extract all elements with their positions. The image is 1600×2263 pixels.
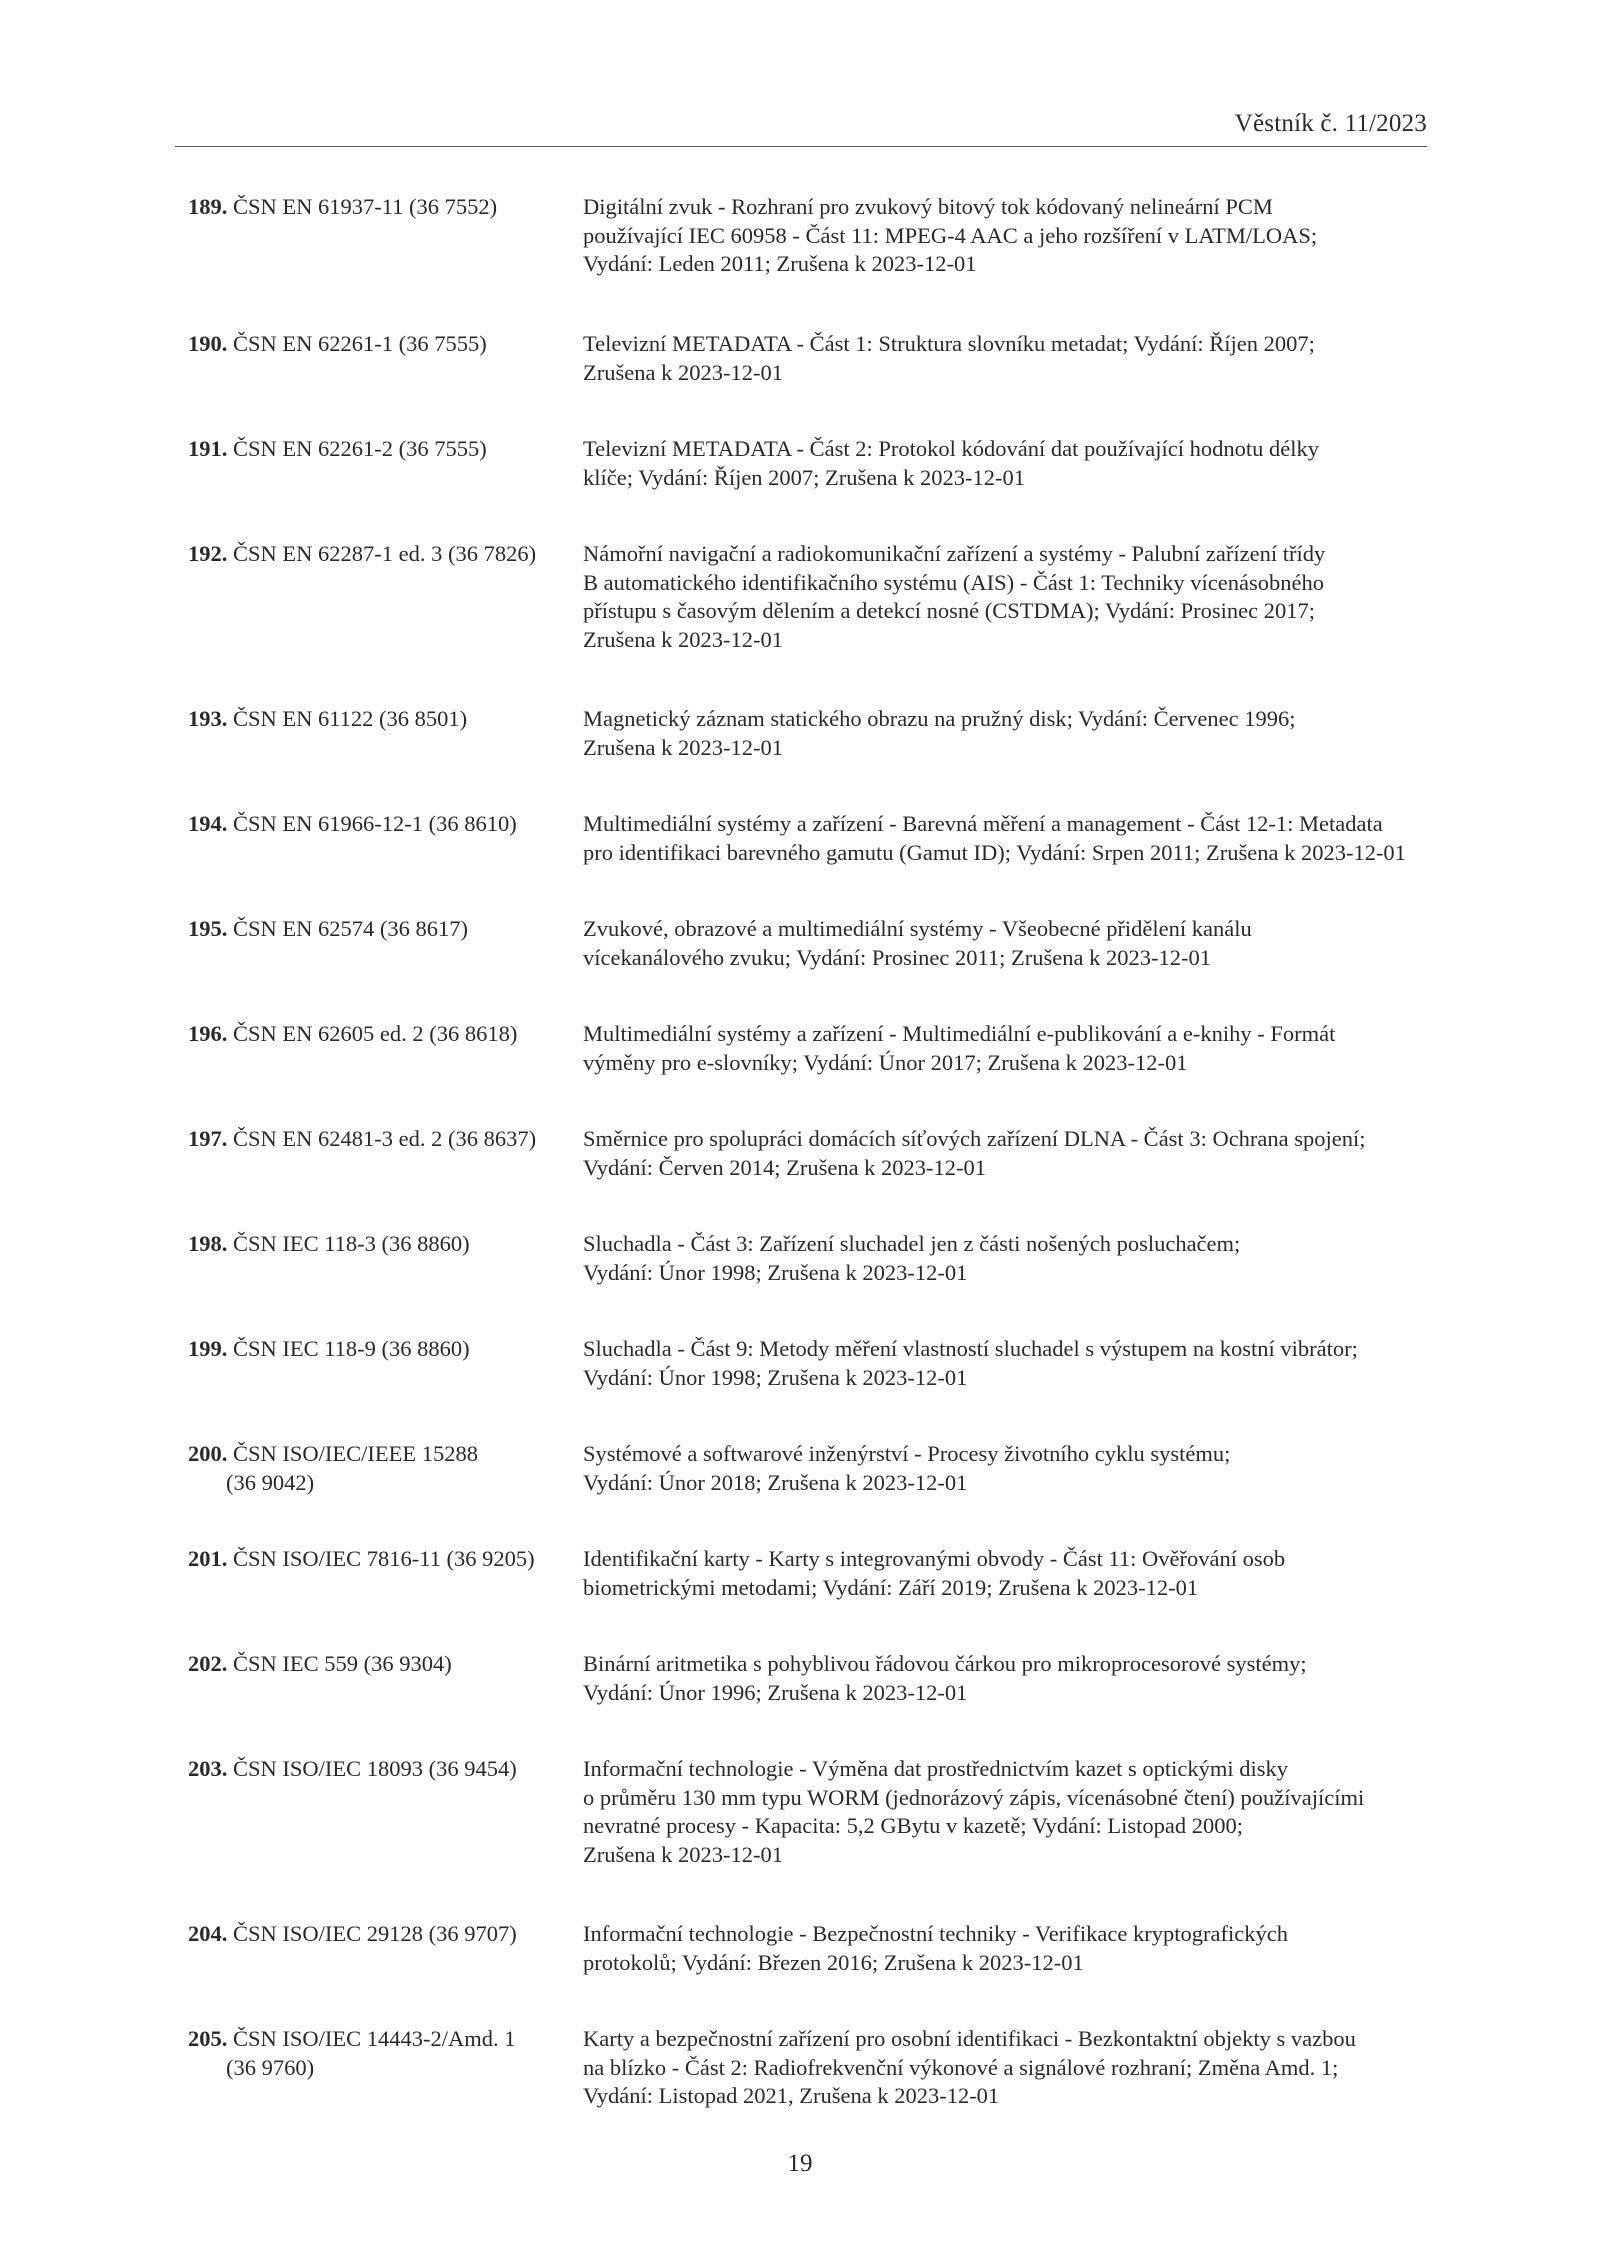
description-line: Vydání: Leden 2011; Zrušena k 2023-12-01 [583,251,977,276]
standard-code-continuation: (36 9042) [226,1469,315,1495]
description-line: Sluchadla - Část 3: Zařízení sluchadel jen z části nošených posluchačem; [583,1231,1241,1256]
entry-standard-designation [188,540,578,569]
description-line: Směrnice pro spolupráci domácích síťových zařízení DLNA - Část 3: Ochrana spojení; [583,1126,1366,1151]
entry-number: 198. [188,1231,228,1256]
standard-code: ČSN EN 62261-1 (36 7555) [233,331,487,356]
description-line: Vydání: Únor 2018; Zrušena k 2023-12-01 [583,1469,968,1495]
description-line: Zrušena k 2023-12-01 [583,1841,783,1867]
standard-code: ČSN ISO/IEC 18093 (36 9454) [233,1756,517,1781]
description-line: na blízko - Část 2: Radiofrekvenční výkonové a signálové rozhraní; Změna Amd. 1; [583,2054,1339,2080]
journal-issue-title: Věstník č. 11/2023 [1234,110,1427,137]
entry-standard-designation [188,330,578,359]
standard-code: ČSN EN 62605 ed. 2 (36 8618) [233,1021,518,1046]
description-line: o průměru 130 mm typu WORM (jednorázový zápis, vícenásobné čtení) používajícími [583,1784,1365,1810]
standard-code: ČSN ISO/IEC/IEEE 15288 [233,1441,478,1466]
entry-description [583,810,1433,867]
description-line: Zvukové, obrazové a multimediální systémy - Všeobecné přidělení kanálu [583,916,1252,941]
entry-standard-designation [188,915,578,944]
description-line: Informační technologie - Bezpečnostní techniky - Verifikace kryptografických [583,1921,1288,1946]
entry-standard-designation [188,193,578,222]
description-line: Sluchadla - Část 9: Metody měření vlastností sluchadel s výstupem na kostní vibrátor; [583,1336,1358,1361]
entry-standard-designation [188,1650,578,1679]
page-number: 19 [787,2150,813,2177]
standard-code: ČSN ISO/IEC 14443-2/Amd. 1 [233,2026,516,2051]
entry-description [583,1650,1433,1707]
entry-number: 195. [188,916,228,941]
description-line: vícekanálového zvuku; Vydání: Prosinec 2011; Zrušena k 2023-12-01 [583,944,1211,970]
entry-description [583,1335,1433,1392]
entry-description [583,705,1433,762]
standard-code: ČSN EN 61966-12-1 (36 8610) [233,811,517,836]
standard-code: ČSN IEC 559 (36 9304) [233,1651,452,1676]
description-line: protokolů; Vydání: Březen 2016; Zrušena k 2023-12-01 [583,1949,1084,1975]
entry-number: 190. [188,331,228,356]
description-line: Zrušena k 2023-12-01 [583,359,783,385]
page-header [175,110,1427,147]
description-line: nevratné procesy - Kapacita: 5,2 GBytu v kazetě; Vydání: Listopad 2000; [583,1813,1244,1838]
entry-description [583,330,1433,387]
entry-number: 205. [188,2026,228,2051]
entry-standard-designation [188,435,578,464]
description-line: Televizní METADATA - Část 2: Protokol kódování dat používající hodnotu délky [583,436,1319,461]
description-line: Multimediální systémy a zařízení - Multimediální e-publikování a e-knihy - Formát [583,1021,1336,1046]
standard-code: ČSN ISO/IEC 29128 (36 9707) [233,1921,517,1946]
entry-description [583,540,1433,654]
standard-code: ČSN ISO/IEC 7816-11 (36 9205) [233,1546,535,1571]
description-line: Televizní METADATA - Část 1: Struktura slovníku metadat; Vydání: Říjen 2007; [583,331,1315,356]
entry-number: 197. [188,1126,228,1151]
description-line: Námořní navigační a radiokomunikační zařízení a systémy - Palubní zařízení třídy [583,541,1326,566]
entry-number: 192. [188,541,228,566]
description-line: Vydání: Únor 1998; Zrušena k 2023-12-01 [583,1259,968,1285]
entry-standard-designation [188,705,578,734]
entry-standard-designation [188,1920,578,1949]
entry-standard-designation [188,1125,578,1154]
entry-standard-designation [188,1755,578,1784]
description-line: B automatického identifikačního systému (AIS) - Část 1: Techniky vícenásobného [583,569,1324,595]
description-line: Identifikační karty - Karty s integrovanými obvody - Část 11: Ověřování osob [583,1546,1286,1571]
description-line: biometrickými metodami; Vydání: Září 2019; Zrušena k 2023-12-01 [583,1574,1199,1600]
entry-description [583,2025,1433,2111]
entry-description [583,1920,1433,1977]
entry-description [583,1755,1433,1869]
standard-code: ČSN EN 61937-11 (36 7552) [233,194,498,219]
entry-description [583,1020,1433,1077]
description-line: Zrušena k 2023-12-01 [583,626,783,652]
entry-number: 199. [188,1336,228,1361]
entry-number: 201. [188,1546,228,1571]
entry-number: 191. [188,436,228,461]
description-line: pro identifikaci barevného gamutu (Gamut ID); Vydání: Srpen 2011; Zrušena k 2023-12-01 [583,839,1406,865]
entry-number: 202. [188,1651,228,1676]
description-line: klíče; Vydání: Říjen 2007; Zrušena k 2023-12-01 [583,464,1026,490]
description-line: Karty a bezpečnostní zařízení pro osobní identifikaci - Bezkontaktní objekty s vazbou [583,2026,1356,2051]
entry-standard-designation [188,1230,578,1259]
entry-number: 189. [188,194,228,219]
description-line: Magnetický záznam statického obrazu na pružný disk; Vydání: Červenec 1996; [583,706,1296,731]
standard-code: ČSN EN 62287-1 ed. 3 (36 7826) [233,541,537,566]
description-line: Vydání: Červen 2014; Zrušena k 2023-12-01 [583,1154,987,1180]
standard-code: ČSN IEC 118-3 (36 8860) [233,1231,470,1256]
entry-description [583,193,1433,279]
entry-number: 194. [188,811,228,836]
entry-description [583,1545,1433,1602]
description-line: Digitální zvuk - Rozhraní pro zvukový bitový tok kódovaný nelineární PCM [583,194,1273,219]
standard-code: ČSN EN 62481-3 ed. 2 (36 8637) [233,1126,537,1151]
entry-number: 196. [188,1021,228,1046]
entry-standard-designation [188,2025,578,2082]
description-line: výměny pro e-slovníky; Vydání: Únor 2017; Zrušena k 2023-12-01 [583,1049,1188,1075]
description-line: Multimediální systémy a zařízení - Barevná měření a management - Část 12-1: Metadata [583,811,1383,836]
standard-code: ČSN IEC 118-9 (36 8860) [233,1336,470,1361]
entry-standard-designation [188,1440,578,1497]
entry-number: 203. [188,1756,228,1781]
standard-code: ČSN EN 62574 (36 8617) [233,916,468,941]
entry-standard-designation [188,1545,578,1574]
entry-description [583,1230,1433,1287]
standard-code-continuation: (36 9760) [226,2054,315,2080]
entry-number: 193. [188,706,228,731]
description-line: Systémové a softwarové inženýrství - Procesy životního cyklu systému; [583,1441,1231,1466]
entry-description [583,1125,1433,1182]
description-line: Informační technologie - Výměna dat prostřednictvím kazet s optickými disky [583,1756,1289,1781]
standard-code: ČSN EN 62261-2 (36 7555) [233,436,487,461]
entry-description [583,915,1433,972]
entry-number: 200. [188,1441,228,1466]
description-line: Binární aritmetika s pohyblivou řádovou čárkou pro mikroprocesorové systémy; [583,1651,1307,1676]
entry-number: 204. [188,1921,228,1946]
description-line: Vydání: Únor 1996; Zrušena k 2023-12-01 [583,1679,968,1705]
description-line: Vydání: Únor 1998; Zrušena k 2023-12-01 [583,1364,968,1390]
entry-standard-designation [188,1020,578,1049]
description-line: Vydání: Listopad 2021, Zrušena k 2023-12-01 [583,2083,1000,2108]
standard-code: ČSN EN 61122 (36 8501) [233,706,468,731]
description-line: používající IEC 60958 - Část 11: MPEG-4 AAC a jeho rozšíření v LATM/LOAS; [583,222,1318,248]
description-line: Zrušena k 2023-12-01 [583,734,783,760]
entry-description [583,1440,1433,1497]
entry-standard-designation [188,810,578,839]
entry-description [583,435,1433,492]
entry-standard-designation [188,1335,578,1364]
description-line: přístupu s časovým dělením a detekcí nosné (CSTDMA); Vydání: Prosinec 2017; [583,598,1315,623]
